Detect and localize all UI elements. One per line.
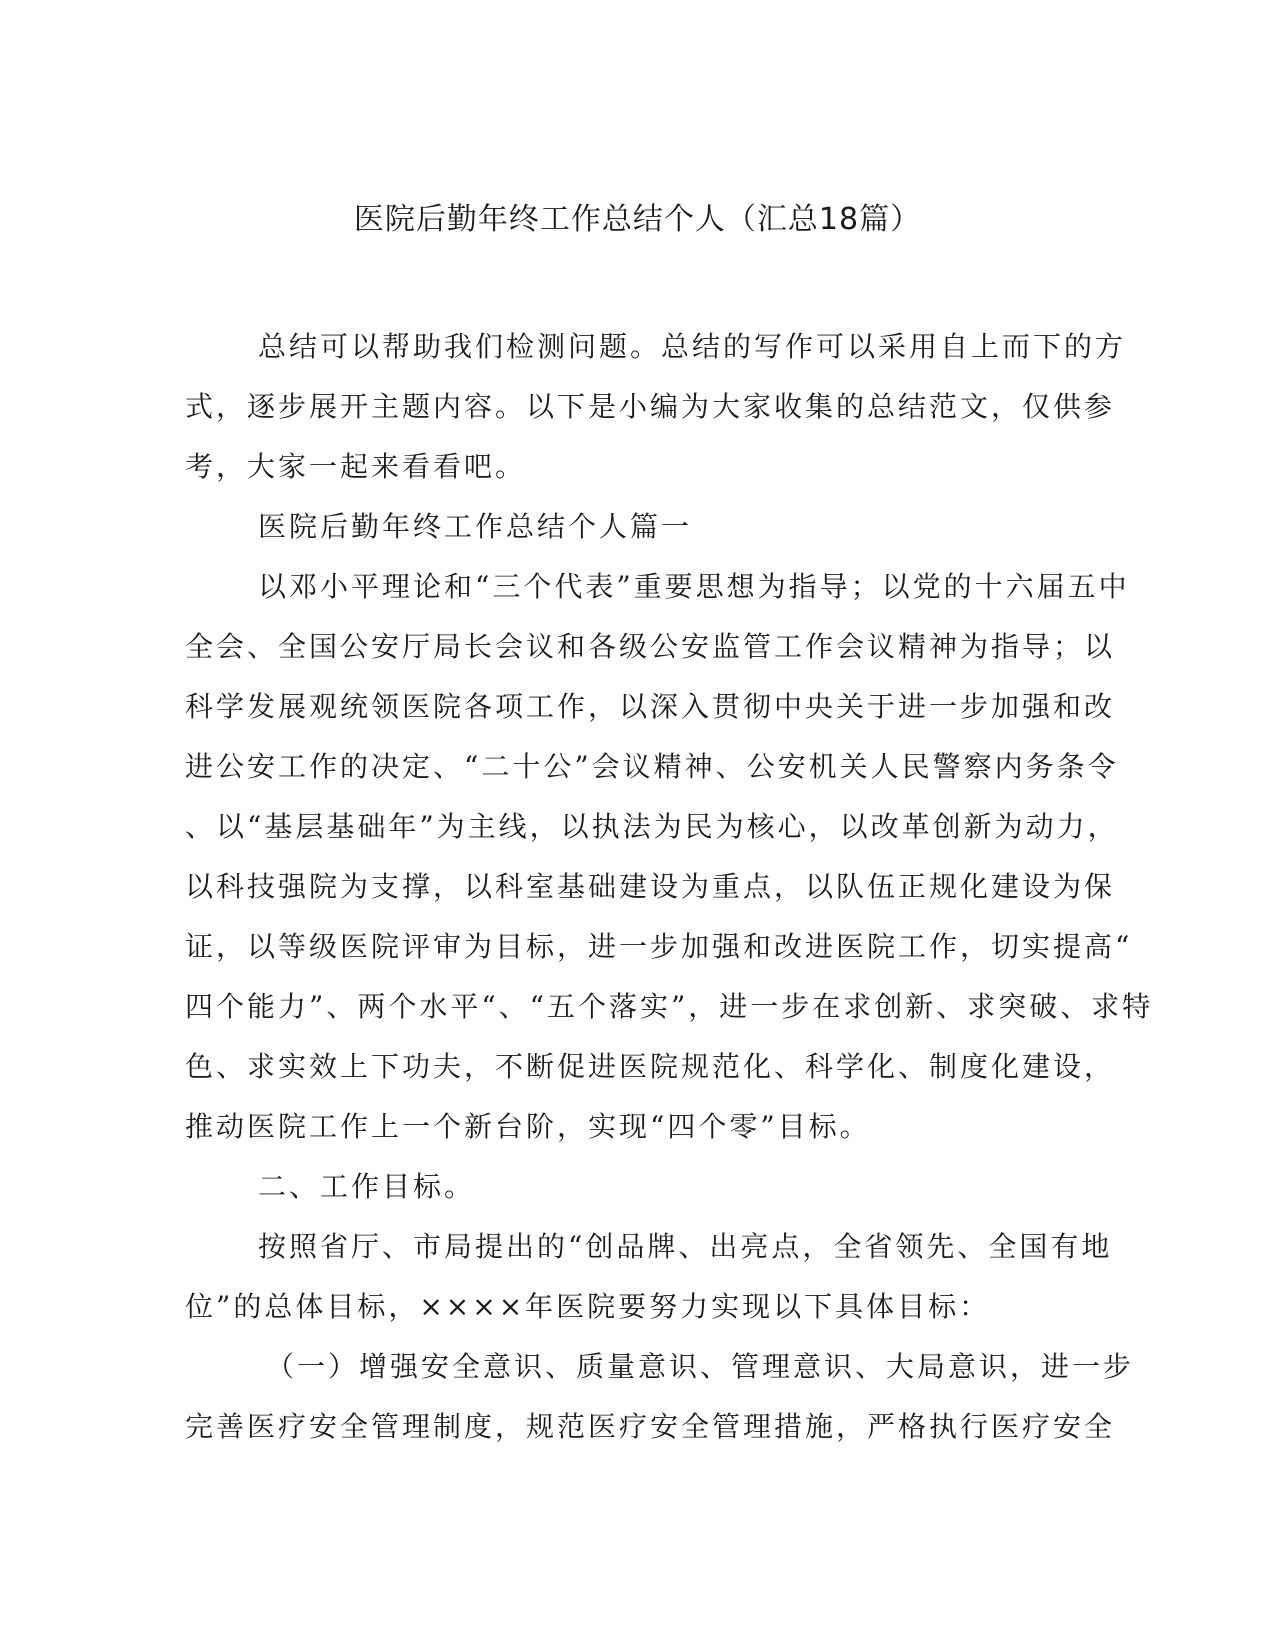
text-line: （一）增强安全意识、质量意识、管理意识、大局意识，进一步 bbox=[266, 1350, 1135, 1383]
text-line: 科学发展观统领医院各项工作，以深入贯彻中央关于进一步加强和改 bbox=[185, 690, 1116, 723]
text-line: 、以“基层基础年”为主线，以执法为民为核心，以改革创新为动力， bbox=[185, 810, 1119, 843]
text-line: 完善医疗安全管理制度，规范医疗安全管理措施，严格执行医疗安全 bbox=[185, 1410, 1116, 1443]
document-title: 医院后勤年终工作总结个人（汇总18篇） bbox=[353, 202, 922, 237]
text-line: 考，大家一起来看看吧。 bbox=[185, 450, 527, 483]
guiding-paragraph bbox=[185, 557, 1154, 1157]
text-line: 证，以等级医院评审为目标，进一步加强和改进医院工作，切实提高“ bbox=[185, 930, 1133, 963]
text-line: 位”的总体目标，××××年医院要努力实现以下具体目标： bbox=[185, 1290, 991, 1323]
intro-paragraph bbox=[185, 317, 1127, 497]
text-line: 全会、全国公安厅局长会议和各级公安监管工作会议精神为指导；以 bbox=[185, 630, 1116, 663]
section-heading: 医院后勤年终工作总结个人篇一 bbox=[258, 510, 693, 543]
goal-paragraph bbox=[185, 1217, 1113, 1337]
text-line: 推动医院工作上一个新台阶，实现“四个零”目标。 bbox=[185, 1110, 871, 1143]
text-line: 进公安工作的决定、“二十公”会议精神、公安机关人民警察内务条令 bbox=[185, 750, 1119, 783]
text-line: 按照省厅、市局提出的“创品牌、出亮点，全省领先、全国有地 bbox=[258, 1230, 1113, 1263]
text-line: 以科技强院为支撑，以科室基础建设为重点，以队伍正规化建设为保 bbox=[185, 870, 1116, 903]
goal-item-paragraph bbox=[185, 1337, 1135, 1457]
text-line: 色、求实效上下功夫，不断促进医院规范化、科学化、制度化建设， bbox=[185, 1050, 1116, 1083]
section-heading: 二、工作目标。 bbox=[258, 1170, 476, 1203]
text-line: 四个能力”、两个水平“、“五个落实”，进一步在求创新、求突破、求特 bbox=[185, 990, 1154, 1023]
document-body bbox=[185, 317, 1154, 1457]
text-line: 以邓小平理论和“三个代表”重要思想为指导；以党的十六届五中 bbox=[258, 570, 1130, 603]
text-line: 总结可以帮助我们检测问题。总结的写作可以采用自上而下的方 bbox=[258, 330, 1127, 363]
text-line: 式，逐步展开主题内容。以下是小编为大家收集的总结范文，仅供参 bbox=[185, 390, 1116, 423]
